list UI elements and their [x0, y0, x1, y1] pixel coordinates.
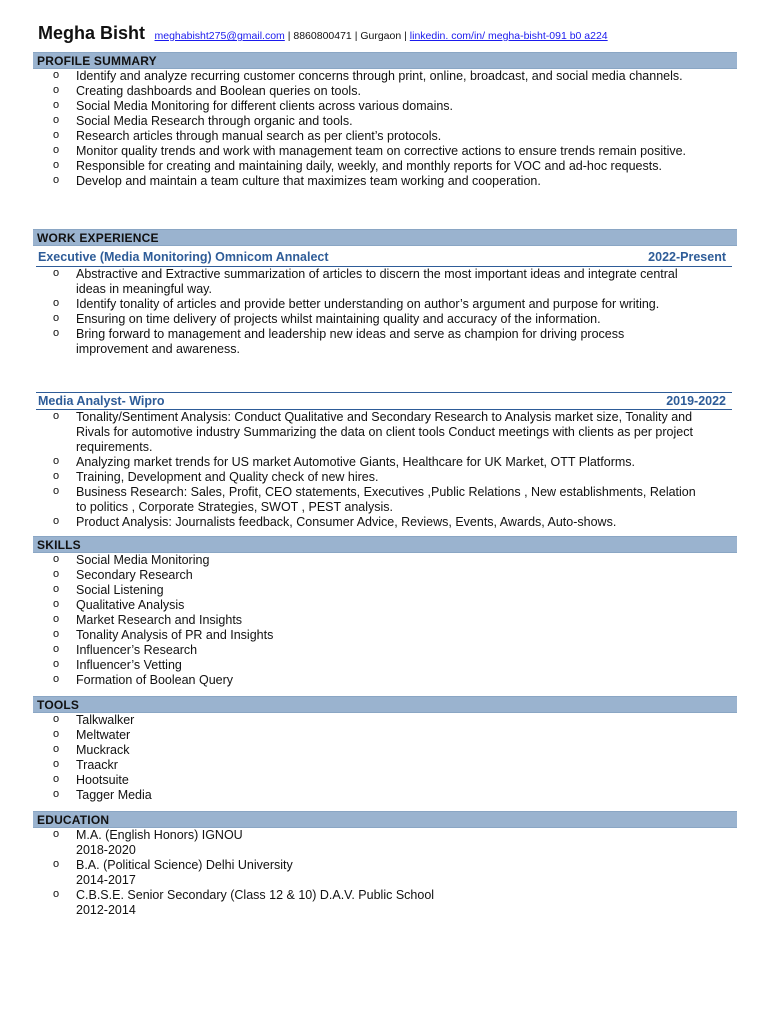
education-years: 2018-2020 [76, 843, 136, 857]
education-item [0, 828, 696, 858]
list-item: o Abstractive and Extractive summarization of articles to discern the most important ideas and integrate central ideas in meaningful way. [0, 267, 696, 297]
list-item: o Research articles through manual search as per client’s protocols. [0, 129, 696, 144]
section-header-work [33, 229, 737, 246]
list-item: o Ensuring on time delivery of projects whilst maintaining quality and accuracy of the information. [0, 312, 696, 327]
list-item: o Talkwalker [0, 713, 696, 728]
list-item: o Training, Development and Quality check of new hires. [0, 470, 696, 485]
list-item: o Analyzing market trends for US market Automotive Giants, Healthcare for UK Market, OTT Platforms. [0, 455, 696, 470]
degree: o B.A. (Political Science) Delhi University [76, 858, 293, 872]
job-duties-wipro [0, 410, 768, 530]
job-header-wipro [36, 394, 732, 410]
list-item: o Muckrack [0, 743, 696, 758]
list-item: o Responsible for creating and maintaining daily, weekly, and monthly reports for VOC and ad-hoc requests. [0, 159, 696, 174]
list-item: o Hootsuite [0, 773, 696, 788]
job-header-omnicom [36, 250, 732, 267]
section-header-skills [33, 536, 737, 553]
list-item: o Creating dashboards and Boolean queries on tools. [0, 84, 696, 99]
separator: | [401, 30, 410, 42]
job-duties-omnicom [0, 267, 768, 357]
degree: o M.A. (English Honors) IGNOU [76, 828, 243, 842]
separator: | [351, 30, 361, 42]
education-years: 2012-2014 [76, 903, 136, 917]
list-item: o Business Research: Sales, Profit, CEO statements, Executives ,Public Relations , New establishments, Relation to politics , Corporate Strategies, SWOT , PEST analysis. [0, 485, 696, 515]
section-title: EDUCATION [37, 813, 110, 827]
list-item: o Develop and maintain a team culture that maximizes team working and cooperation. [0, 174, 696, 189]
list-item: o Product Analysis: Journalists feedback, Consumer Advice, Reviews, Events, Awards, Auto-shows. [0, 515, 696, 530]
list-item: o Bring forward to management and leadership new ideas and serve as champion for driving process improvement and awareness. [0, 327, 696, 357]
job-title: Executive (Media Monitoring) Omnicom Annalect [38, 250, 329, 264]
candidate-name: Megha Bisht [38, 23, 146, 43]
list-item: o Formation of Boolean Query [0, 673, 696, 688]
section-header-tools [33, 696, 737, 713]
education-item [0, 888, 696, 918]
list-item: o Tagger Media [0, 788, 696, 803]
contact-line [155, 30, 608, 42]
email-link[interactable]: meghabisht275@gmail.com [154, 30, 285, 42]
education-item [0, 858, 696, 888]
job-years: 2019-2022 [666, 394, 726, 408]
section-header-education [33, 811, 737, 828]
list-item: o Influencer’s Vetting [0, 658, 696, 673]
education-list [0, 828, 768, 918]
list-item: o Tonality Analysis of PR and Insights [0, 628, 696, 643]
city: Gurgaon [360, 30, 402, 42]
section-title: SKILLS [37, 538, 81, 552]
list-item: o Identify tonality of articles and provide better understanding on author’s argument and purpose for writing. [0, 297, 696, 312]
resume-header [38, 22, 608, 47]
list-item: o Meltwater [0, 728, 696, 743]
list-item: o Tonality/Sentiment Analysis: Conduct Qualitative and Secondary Research to Analysis market size, Tonality and Rivals for automotive industry Summarizing the data on client tools Conduct meetings with clients as per project requirements. [0, 410, 696, 455]
section-title: PROFILE SUMMARY [37, 54, 157, 68]
section-title: TOOLS [37, 698, 80, 712]
list-item: o Social Media Monitoring for different clients across various domains. [0, 99, 696, 114]
list-item: o Identify and analyze recurring customer concerns through print, online, broadcast, and social media channels. [0, 69, 696, 84]
list-item: o Traackr [0, 758, 696, 773]
profile-summary-list [0, 69, 768, 189]
phone-number: 8860800471 [293, 30, 352, 42]
degree: o C.B.S.E. Senior Secondary (Class 12 & 10) D.A.V. Public School [76, 888, 435, 902]
divider [36, 392, 732, 393]
education-years: 2014-2017 [76, 873, 136, 887]
job-years: 2022-Present [648, 250, 726, 264]
linkedin-link[interactable]: linkedin. com/in/ megha-bisht-091 b0 a224 [409, 30, 608, 42]
list-item: o Market Research and Insights [0, 613, 696, 628]
list-item: o Qualitative Analysis [0, 598, 696, 613]
section-title: WORK EXPERIENCE [37, 231, 159, 245]
list-item: o Influencer’s Research [0, 643, 696, 658]
list-item: o Social Media Research through organic and tools. [0, 114, 696, 129]
list-item: o Monitor quality trends and work with management team on corrective actions to ensure trends remain positive. [0, 144, 696, 159]
job-title: Media Analyst- Wipro [38, 394, 165, 408]
section-header-profile [33, 52, 737, 69]
list-item: o Social Media Monitoring [0, 553, 696, 568]
separator: | [284, 30, 294, 42]
skills-list [0, 553, 768, 688]
tools-list [0, 713, 768, 803]
list-item: o Social Listening [0, 583, 696, 598]
list-item: o Secondary Research [0, 568, 696, 583]
